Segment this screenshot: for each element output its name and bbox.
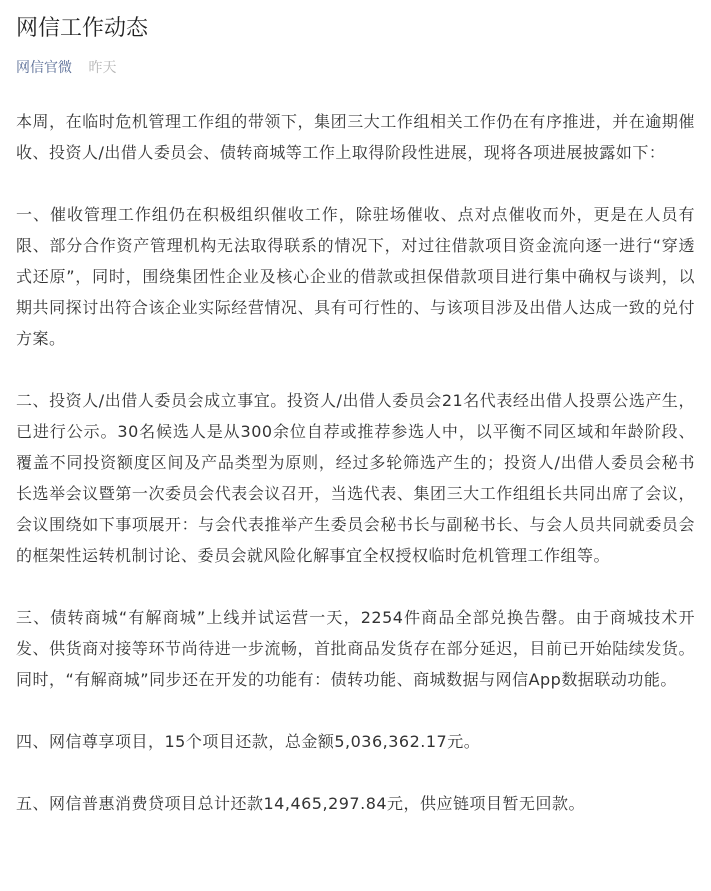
article-title: 网信工作动态 — [16, 16, 149, 41]
article-content — [16, 106, 695, 819]
paragraph-debt-mall: 三、债转商城“有解商城”上线并试运营一天，2254件商品全部兑换告罄。由于商城技术开发、供货商对接等环节尚待进一步流畅，首批商品发货存在部分延迟，目前已开始陆续发货。同时，“有解商城”同步还在开发的功能有：债转功能、商城数据与网信App数据联动功能。 — [16, 608, 695, 689]
paragraph-collection: 一、催收管理工作组仍在积极组织催收工作，除驻场催收、点对点催收而外，更是在人员有限、部分合作资产管理机构无法取得联系的情况下，对过往借款项目资金流向逐一进行“穿透式还原”，同时，围绕集团性企业及核心企业的借款或担保借款项目进行集中确权与谈判，以期共同探讨出符合该企业实际经营情况、具有可行性的、与该项目涉及出借人达成一致的兑付方案。 — [16, 205, 695, 348]
paragraph-puhui: 五、网信普惠消费贷项目总计还款14,465,297.84元，供应链项目暂无回款。 — [16, 794, 586, 813]
article-meta — [16, 58, 695, 78]
paragraph-committee: 二、投资人/出借人委员会成立事宜。投资人/出借人委员会21名代表经出借人投票公选产生，已进行公示。30名候选人是从300余位自荐或推荐参选人中，以平衡不同区域和年龄阶段、覆盖不同投资额度区间及产品类型为原则，经过多轮筛选产生的；投资人/出借人委员会秘书长选举会议暨第一次委员会代表会议召开，当选代表、集团三大工作组组长共同出席了会议，会议围绕如下事项展开：与会代表推举产生委员会秘书长与副秘书长、与会人员共同就委员会的框架性运转机制讨论、委员会就风险化解事宜全权授权临时危机管理工作组等。 — [16, 391, 695, 565]
paragraph-zunxiang: 四、网信尊享项目，15个项目还款，总金额5,036,362.17元。 — [16, 732, 481, 751]
paragraph-intro: 本周，在临时危机管理工作组的带领下，集团三大工作组相关工作仍在有序推进，并在逾期催收、投资人/出借人委员会、债转商城等工作上取得阶段性进展，现将各项进展披露如下： — [16, 112, 695, 162]
publish-time: 昨天 — [88, 60, 117, 76]
author-link[interactable]: 网信官微 — [16, 60, 72, 76]
